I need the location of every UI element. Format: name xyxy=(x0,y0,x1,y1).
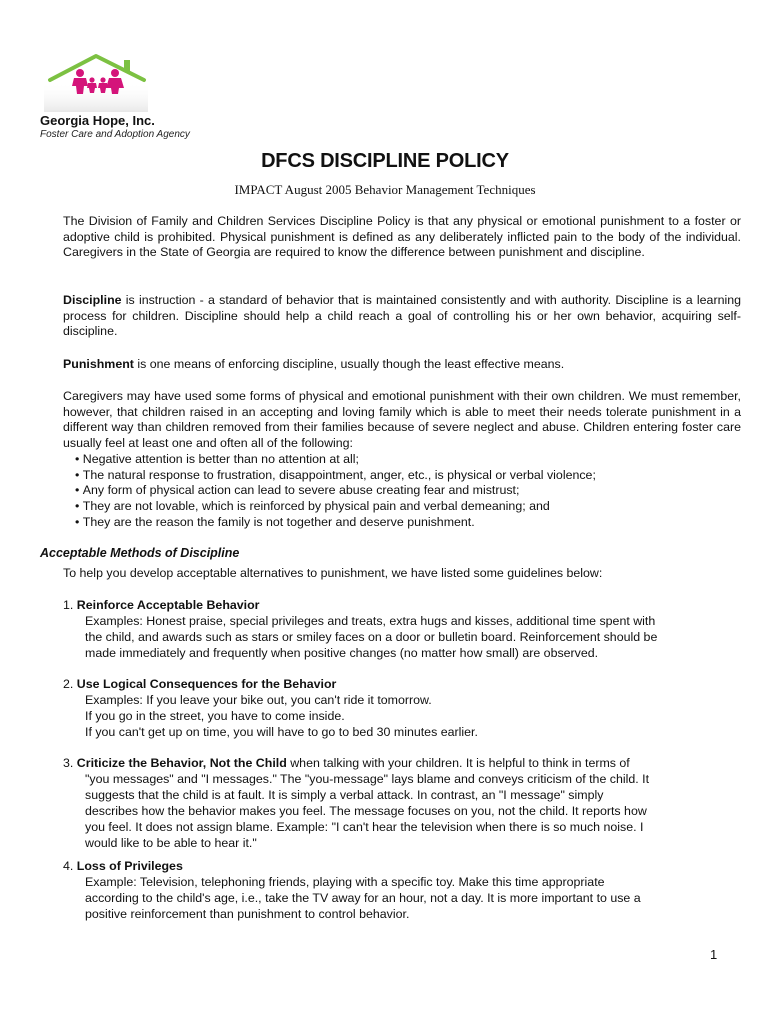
intro-paragraph: The Division of Family and Children Services Discipline Policy is that any physical or emotional punishment to a foster or adoptive child is prohibited. Physical punishment is defined as any deliberately inflicted pain to the body of the individual. Caregivers in the State of Georgia are required to know the difference between punishment and discipline. xyxy=(63,214,741,260)
method-line: Example: Television, telephoning friends, playing with a specific toy. Make this time appropriate xyxy=(85,874,605,889)
method-line: Examples: Honest praise, special privileges and treats, extra hugs and kisses, additional time spent with xyxy=(85,613,656,628)
section-heading: Acceptable Methods of Discipline xyxy=(40,546,240,560)
method-line: suggests that the child is at fault. It is simply a verbal attack. In contrast, an "I message" simply xyxy=(85,787,604,802)
list-item: • They are the reason the family is not together and deserve punishment. xyxy=(75,515,741,531)
page-subtitle: IMPACT August 2005 Behavior Management Techniques xyxy=(234,182,536,197)
list-item: • Any form of physical action can lead to severe abuse creating fear and mistrust; xyxy=(75,483,741,499)
method-title-suffix: when talking with your children. It is helpful to think in terms of xyxy=(286,756,630,770)
method-line: according to the child's age, i.e., take the TV away for an hour, not a day. It is more important to use a xyxy=(85,890,641,905)
method-line: made immediately and frequently when positive changes (no matter how small) are observed. xyxy=(85,645,599,660)
method-line: positive reinforcement than punishment to control behavior. xyxy=(85,906,410,921)
method-title: Criticize the Behavior, Not the Child xyxy=(76,756,287,770)
list-item: • The natural response to frustration, disappointment, anger, etc., is physical or verbal violence; xyxy=(75,468,741,484)
method-line: describes how the behavior makes you feel. The message focuses on you, not the child. It reports how xyxy=(85,803,647,818)
method-title: Loss of Privileges xyxy=(76,859,183,873)
method-number: 4. xyxy=(63,859,74,873)
house-family-icon xyxy=(40,52,152,114)
method-line: the child, and awards such as stars or smiley faces on a door or bulletin board. Reinforcement should be xyxy=(85,629,658,644)
method-item xyxy=(63,859,743,923)
method-line: "you messages" and "I messages." The "you-message" lays blame and conveys criticism of the child. It xyxy=(85,771,650,786)
method-number: 1. xyxy=(63,598,74,612)
section-intro: To help you develop acceptable alternatives to punishment, we have listed some guidelines below: xyxy=(63,566,603,580)
method-line: If you can't get up on time, you will have to go to bed 30 minutes earlier. xyxy=(85,724,478,739)
discipline-definition: is instruction - a standard of behavior that is maintained consistently and with authority. Discipline is a learning process for children. Discipline should help a child reach a goal of controlling his or her own behavior, acquiring self-discipline. xyxy=(63,293,741,339)
caregivers-text: Caregivers may have used some forms of physical and emotional punishment with their own children. We must remember, however, that children raised in an accepting and loving family which is able to meet their needs tolerate punishment in a different way than children removed from their families because of severe neglect and abuse. Children entering foster care usually feel at least one and often all of the following: xyxy=(63,389,741,451)
method-item xyxy=(63,756,743,851)
method-line: Examples: If you leave your bike out, you can't ride it tomorrow. xyxy=(85,692,432,707)
method-number: 2. xyxy=(63,677,74,691)
page-title: DFCS DISCIPLINE POLICY xyxy=(261,150,509,172)
discipline-paragraph xyxy=(63,293,741,340)
page-number: 1 xyxy=(710,947,718,962)
method-title: Use Logical Consequences for the Behavior xyxy=(76,677,337,691)
method-line: would like to be able to hear it." xyxy=(85,835,257,850)
agency-logo xyxy=(40,52,152,114)
feelings-list xyxy=(63,452,741,531)
method-item xyxy=(63,598,743,662)
punishment-term: Punishment xyxy=(63,357,134,371)
method-number: 3. xyxy=(63,756,74,770)
method-line: you feel. It does not assign blame. Example: "I can't hear the television when there is so much noise. I xyxy=(85,819,644,834)
discipline-term: Discipline xyxy=(63,293,122,307)
method-line: If you go in the street, you have to come inside. xyxy=(85,708,345,723)
caregivers-paragraph xyxy=(63,389,741,530)
list-item: • They are not lovable, which is reinforced by physical pain and verbal demeaning; and xyxy=(75,499,741,515)
list-item: • Negative attention is better than no attention at all; xyxy=(75,452,741,468)
punishment-definition: is one means of enforcing discipline, usually though the least effective means. xyxy=(133,357,565,371)
method-item xyxy=(63,677,743,741)
punishment-paragraph xyxy=(63,357,741,373)
method-title: Reinforce Acceptable Behavior xyxy=(76,598,260,612)
org-name: Georgia Hope, Inc. xyxy=(40,113,155,128)
org-tagline: Foster Care and Adoption Agency xyxy=(40,129,190,140)
